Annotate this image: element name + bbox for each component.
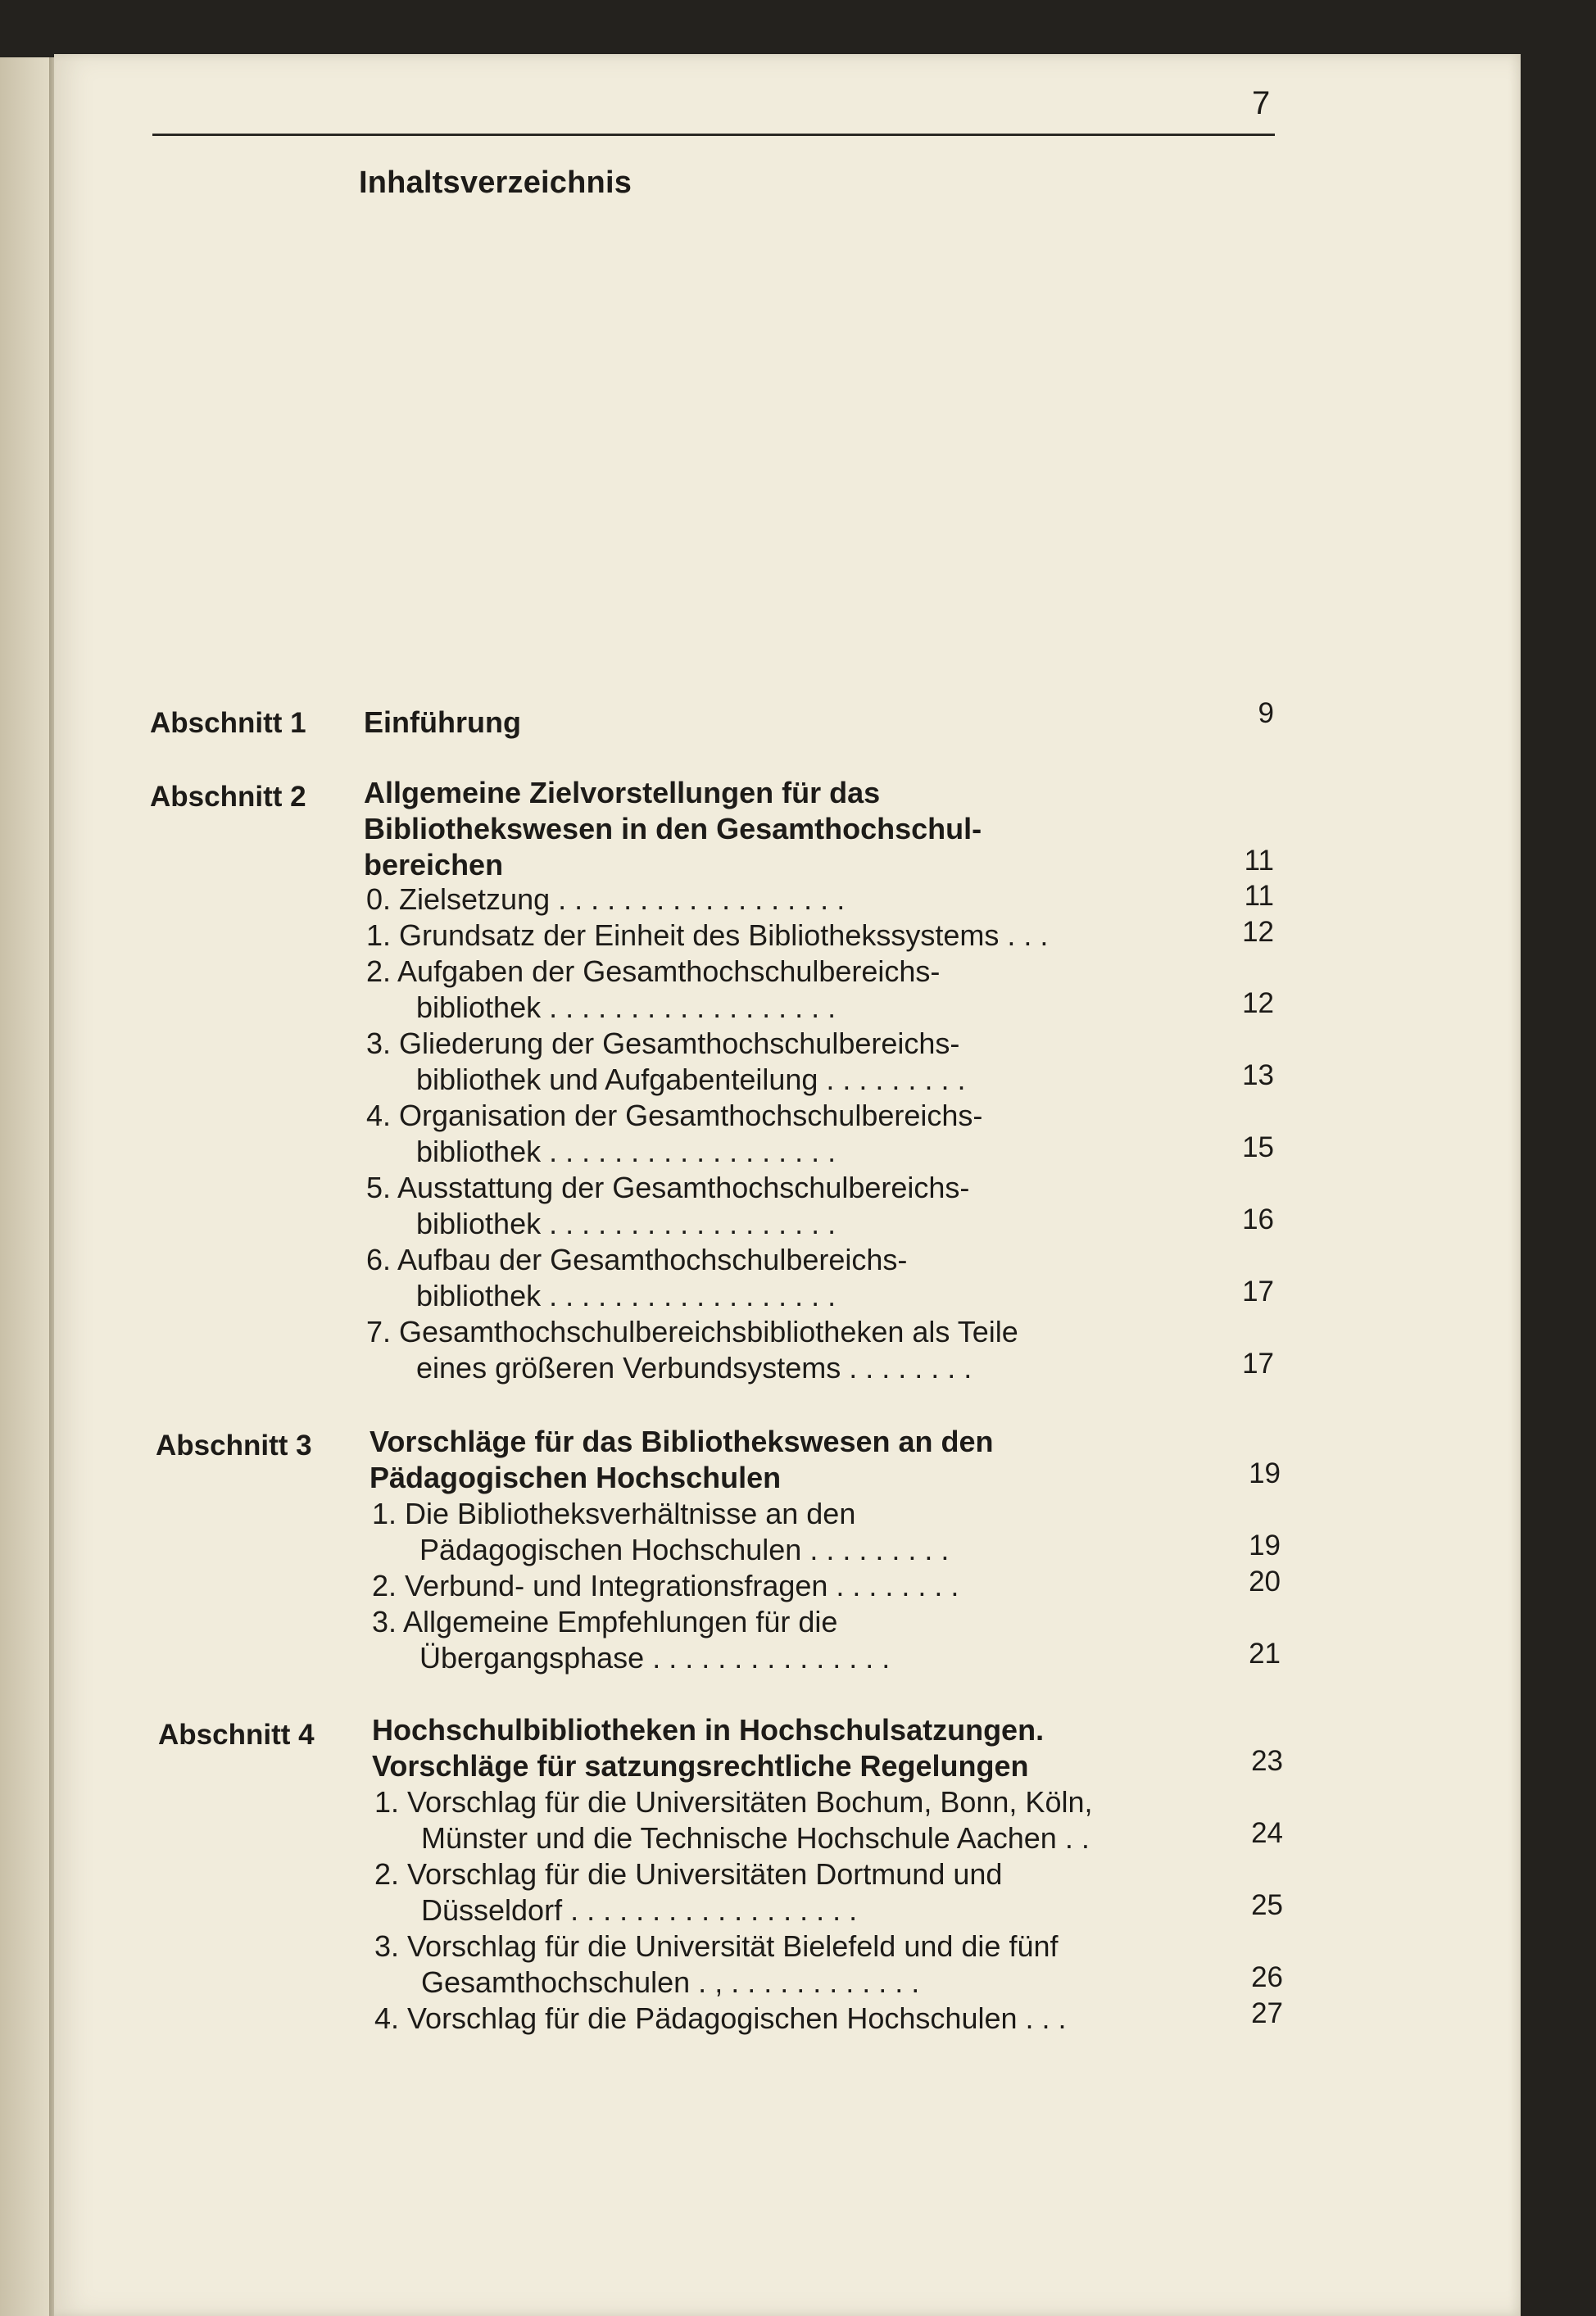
toc-entry: 3. Vorschlag für die Universität Bielefeld und die fünf	[374, 1929, 1059, 1963]
toc-entry: 2. Verbund- und Integrationsfragen . . . . . . . .	[372, 1569, 959, 1602]
entry-page-number: 13	[1242, 1059, 1274, 1091]
toc-entry-continuation: bibliothek . . . . . . . . . . . . . . . . . .	[416, 1207, 837, 1240]
toc-entry-continuation: bibliothek . . . . . . . . . . . . . . . . . .	[416, 1135, 837, 1168]
page-number: 7	[1252, 85, 1271, 121]
section-title: Bibliothekswesen in den Gesamthochschul-	[364, 812, 982, 845]
section-label: Abschnitt 2	[150, 781, 306, 813]
toc-entry-continuation: bibliothek und Aufgabenteilung . . . . . . . . .	[416, 1063, 966, 1096]
section-title: Vorschläge für das Bibliothekswesen an den	[370, 1425, 994, 1458]
entry-page-number: 21	[1249, 1638, 1281, 1670]
toc-entry: 2. Vorschlag für die Universitäten Dortmund und	[374, 1857, 1003, 1891]
toc-entry: 0. Zielsetzung . . . . . . . . . . . . . . . . . .	[366, 882, 846, 916]
toc-entry: 6. Aufbau der Gesamthochschulbereichs-	[366, 1243, 908, 1276]
entry-page-number: 17	[1242, 1348, 1274, 1380]
toc-entry: 3. Allgemeine Empfehlungen für die	[372, 1605, 838, 1638]
section-label: Abschnitt 3	[156, 1430, 312, 1462]
toc-entry: 4. Organisation der Gesamthochschulbereichs-	[366, 1099, 983, 1132]
toc-entry-continuation: Münster und die Technische Hochschule Aachen . .	[421, 1821, 1090, 1855]
toc-heading: Inhaltsverzeichnis	[359, 165, 633, 200]
toc-entry: 4. Vorschlag für die Pädagogischen Hochschulen . . .	[374, 2001, 1067, 2035]
toc-entry: 5. Ausstattung der Gesamthochschulbereichs-	[366, 1171, 970, 1204]
toc-entry-continuation: eines größeren Verbundsystems . . . . . . . .	[416, 1351, 973, 1385]
toc-entry: 1. Die Bibliotheksverhältnisse an den	[372, 1497, 856, 1530]
entry-page-number: 12	[1242, 916, 1274, 948]
toc-entry-continuation: Düsseldorf . . . . . . . . . . . . . . . . . .	[421, 1893, 858, 1927]
section-title: Allgemeine Zielvorstellungen für das	[364, 776, 881, 809]
entry-page-number: 25	[1251, 1889, 1283, 1921]
section-label: Abschnitt 4	[158, 1719, 315, 1751]
entry-page-number: 27	[1251, 1997, 1283, 2029]
section-label: Abschnitt 1	[150, 707, 306, 739]
section-page-number: 9	[1258, 697, 1274, 729]
entry-page-number: 24	[1251, 1817, 1283, 1849]
section-title: Vorschläge für satzungsrechtliche Regelungen	[372, 1749, 1029, 1783]
section-page-number: 19	[1249, 1457, 1281, 1489]
toc-entry: 3. Gliederung der Gesamthochschulbereichs-	[366, 1027, 960, 1060]
section-title: Einführung	[364, 705, 521, 739]
toc-entry: 7. Gesamthochschulbereichsbibliotheken als Teile	[366, 1315, 1018, 1348]
toc-entry-continuation: bibliothek . . . . . . . . . . . . . . . . . .	[416, 990, 837, 1024]
entry-page-number: 19	[1249, 1530, 1281, 1561]
entry-page-number: 20	[1249, 1566, 1281, 1598]
toc-entry-continuation: Übergangsphase . . . . . . . . . . . . . . .	[419, 1641, 891, 1675]
toc-entry-continuation: bibliothek . . . . . . . . . . . . . . . . . .	[416, 1279, 837, 1312]
entry-page-number: 17	[1242, 1276, 1274, 1308]
header-rule	[152, 134, 1275, 136]
toc-entry: 1. Vorschlag für die Universitäten Bochum, Bonn, Köln,	[374, 1785, 1093, 1819]
toc-entry: 2. Aufgaben der Gesamthochschulbereichs-	[366, 954, 941, 988]
toc-entry: 1. Grundsatz der Einheit des Bibliothekssystems . . .	[366, 918, 1049, 952]
entry-page-number: 26	[1251, 1961, 1283, 1993]
entry-page-number: 11	[1244, 880, 1274, 912]
entry-page-number: 16	[1242, 1203, 1274, 1235]
entry-page-number: 12	[1242, 987, 1274, 1019]
toc-entry-continuation: Pädagogischen Hochschulen . . . . . . . . .	[419, 1533, 950, 1566]
toc-entry-continuation: Gesamthochschulen . , . . . . . . . . . . . .	[421, 1965, 920, 1999]
section-page-number: 23	[1251, 1745, 1283, 1777]
section-page-number: 11	[1244, 845, 1274, 877]
section-title: bereichen	[364, 848, 504, 882]
section-title: Hochschulbibliotheken in Hochschulsatzungen.	[372, 1713, 1045, 1747]
entry-page-number: 15	[1242, 1131, 1274, 1163]
section-title: Pädagogischen Hochschulen	[370, 1461, 782, 1494]
